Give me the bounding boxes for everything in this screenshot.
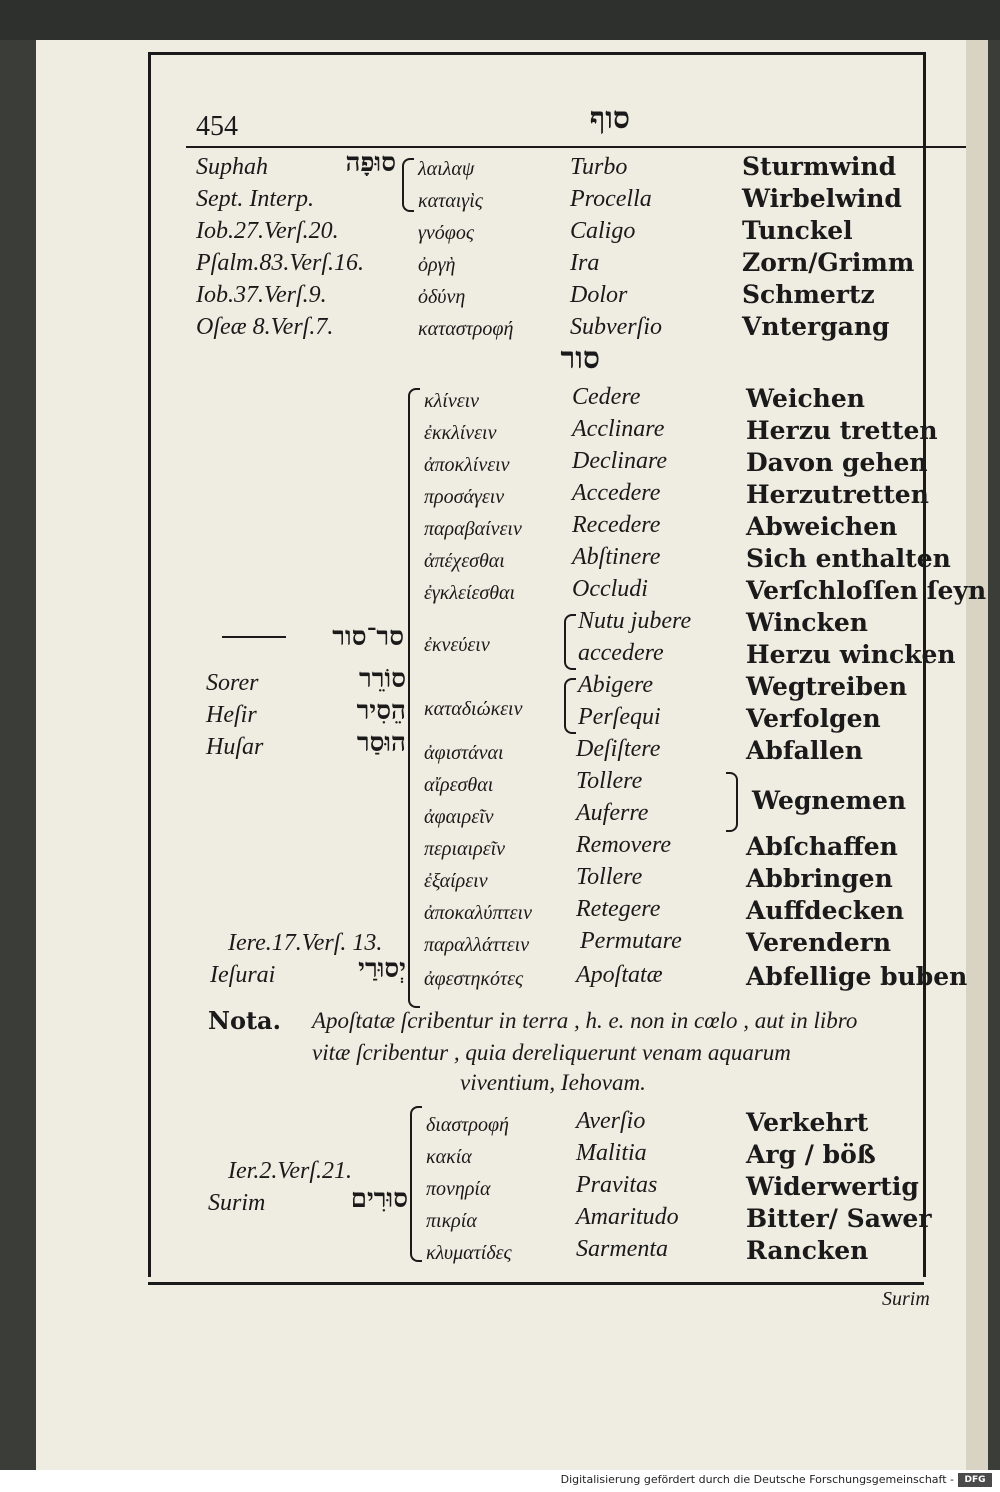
greek-word: κακία	[426, 1146, 472, 1168]
greek-word: πονηρία	[426, 1178, 491, 1200]
greek-word: παραβαίνειν	[424, 518, 522, 540]
greek-word: λαιλαψ	[418, 158, 475, 180]
section-heading-hebrew: סור	[560, 341, 600, 376]
german-word: Zorn/Grimm	[742, 248, 915, 277]
hebrew-suphah: סוּפָה	[345, 148, 396, 178]
dfg-logo: DFG	[958, 1473, 992, 1487]
nota-line-2: vitæ ſcribentur , quia dereliquerunt venam aquarum	[312, 1040, 791, 1065]
latin-word: Tollere	[576, 864, 643, 890]
greek-word: καταστροφή	[418, 318, 514, 340]
ref-osee: Oſeæ 8.Verſ.7.	[196, 314, 334, 340]
german-word: Sturmwind	[742, 152, 897, 181]
nota-line-1: Apoſtatæ ſcribentur in terra , h. e. non in cœlo , aut in libro	[312, 1008, 858, 1033]
german-word: Herzu wincken	[746, 640, 956, 669]
latin-word: Amaritudo	[576, 1204, 679, 1230]
greek-word: ἀποκαλύπτειν	[424, 902, 532, 924]
greek-word: προσάγειν	[424, 486, 505, 508]
german-word: Schmertz	[742, 280, 875, 309]
ref-suphah: Suphah	[196, 154, 268, 180]
footer-credit: Digitalisierung gefördert durch die Deutsche Forschungsgemeinschaft -	[560, 1473, 954, 1486]
latin-word: Accedere	[572, 480, 661, 506]
label-husar: Huſar	[206, 734, 264, 760]
greek-word: ἀφιστάναι	[424, 742, 504, 764]
greek-word: ἐκνεύειν	[424, 634, 490, 656]
latin-word: Apoſtatæ	[576, 962, 663, 988]
german-word: Wegnemen	[752, 786, 907, 815]
page-edge	[966, 40, 988, 1470]
latin-word: Abigere	[578, 672, 654, 698]
catchword: Surim	[882, 1288, 930, 1310]
latin-word: Perſequi	[578, 704, 661, 730]
latin-word: accedere	[578, 640, 664, 666]
greek-word: περιαιρεῖν	[424, 838, 506, 860]
hebrew-root: סר־סור	[332, 622, 404, 652]
label-sorer: Sorer	[206, 670, 259, 696]
latin-word: Abſtinere	[572, 544, 661, 570]
latin-word: Recedere	[572, 512, 661, 538]
dash-rule	[222, 636, 286, 638]
large-brace	[408, 388, 420, 1008]
german-word: Auffdecken	[746, 896, 905, 925]
latin-word: Subverſio	[570, 314, 662, 340]
greek-word: ἐγκλείεσθαι	[424, 582, 516, 604]
latin-word: Removere	[576, 832, 672, 858]
latin-word: Retegere	[576, 896, 661, 922]
german-word: Widerwertig	[746, 1172, 919, 1201]
ref-iob27: Iob.27.Verſ.20.	[196, 218, 339, 244]
brace	[564, 678, 576, 734]
german-word: Davon gehen	[746, 448, 928, 477]
german-word: Vntergang	[742, 312, 890, 341]
german-word: Verfolgen	[746, 704, 881, 733]
label-surim: Surim	[208, 1190, 266, 1216]
german-word: Abfellige buben	[746, 962, 968, 991]
greek-word: κλίνειν	[424, 390, 480, 412]
nota-label: Nota.	[208, 1006, 281, 1035]
right-brace	[726, 772, 738, 832]
german-word: Abbringen	[746, 864, 893, 893]
latin-word: Occludi	[572, 576, 648, 602]
hebrew-hesir: הֵסִיר	[356, 696, 406, 726]
page-number: 454	[196, 111, 238, 142]
latin-word: Declinare	[572, 448, 668, 474]
hebrew-sorer: סוֹרֵר	[359, 664, 406, 694]
german-word: Bitter/ Sawer	[746, 1204, 932, 1233]
latin-word: Pravitas	[576, 1172, 658, 1198]
latin-word: Nutu jubere	[578, 608, 692, 634]
german-word: Abfallen	[746, 736, 863, 765]
german-word: Weichen	[746, 384, 865, 413]
greek-word: καταιγὶς	[418, 190, 483, 212]
greek-word: κλυματίδες	[426, 1242, 512, 1264]
footer-bar	[0, 1470, 1000, 1492]
latin-word: Procella	[570, 186, 652, 212]
hebrew-husar: הוּסַר	[356, 728, 406, 758]
ref-sept: Sept. Interp.	[196, 186, 314, 212]
page-header-hebrew: סוף	[589, 101, 630, 136]
greek-word: ἐκκλίνειν	[424, 422, 497, 444]
german-word: Arg / böß	[746, 1140, 876, 1169]
german-word: Sich enthalten	[746, 544, 951, 573]
latin-word: Permutare	[580, 928, 682, 954]
brace	[410, 1106, 422, 1262]
german-word: Tunckel	[742, 216, 853, 245]
greek-word: διαστροφή	[426, 1114, 509, 1136]
ref-psalm83: Pſalm.83.Verſ.16.	[196, 250, 364, 276]
german-word: Rancken	[746, 1236, 869, 1265]
bottom-rule	[148, 1282, 924, 1285]
german-word: Verkehrt	[746, 1108, 869, 1137]
greek-word: ἀποκλίνειν	[424, 454, 510, 476]
hebrew-surim: סוּרִים	[350, 1184, 408, 1214]
latin-word: Auferre	[576, 800, 649, 826]
german-word: Herzu tretten	[746, 416, 938, 445]
nota-line-3: viventium, Iehovam.	[460, 1070, 646, 1095]
latin-word: Malitia	[576, 1140, 647, 1166]
greek-word: καταδιώκειν	[424, 698, 523, 720]
label-hesir: Heſir	[206, 702, 257, 728]
latin-word: Sarmenta	[576, 1236, 668, 1262]
scan-background-top	[0, 0, 1000, 40]
greek-word: γνόφος	[418, 222, 474, 244]
greek-word: ἐξαίρειν	[424, 870, 488, 892]
ref-ier2: Ier.2.Verſ.21.	[228, 1158, 352, 1184]
greek-word: αἴρεσθαι	[424, 774, 494, 796]
latin-word: Ira	[570, 250, 600, 276]
greek-word: ὀδύνη	[418, 286, 466, 308]
latin-word: Caligo	[570, 218, 636, 244]
latin-word: Deſiſtere	[576, 736, 661, 762]
german-word: Verſchloſſen ſeyn	[746, 576, 987, 605]
greek-word: ὀργὴ	[418, 254, 456, 276]
latin-word: Tollere	[576, 768, 643, 794]
greek-word: ἀφαιρεῖν	[424, 806, 494, 828]
german-word: Wincken	[746, 608, 868, 637]
greek-word: παραλλάττειν	[424, 934, 530, 956]
german-word: Verendern	[746, 928, 891, 957]
ref-iere17: Iere.17.Verſ. 13.	[228, 930, 383, 956]
ref-iob37: Iob.37.Verſ.9.	[196, 282, 327, 308]
german-word: Herzutretten	[746, 480, 929, 509]
brace	[564, 614, 576, 670]
latin-word: Cedere	[572, 384, 641, 410]
german-word: Abweichen	[746, 512, 898, 541]
greek-word: ἀπέχεσθαι	[424, 550, 505, 572]
hebrew-iesurai: יְסוּרַי	[358, 954, 406, 984]
label-iesurai: Ieſurai	[210, 962, 276, 988]
german-word: Wegtreiben	[746, 672, 908, 701]
latin-word: Averſio	[576, 1108, 646, 1134]
latin-word: Turbo	[570, 154, 628, 180]
german-word: Abſchaffen	[746, 832, 898, 861]
german-word: Wirbelwind	[742, 184, 902, 213]
latin-word: Acclinare	[572, 416, 665, 442]
latin-word: Dolor	[570, 282, 628, 308]
greek-word: πικρία	[426, 1210, 477, 1232]
brace	[402, 158, 414, 212]
greek-word: ἀφεστηκότες	[424, 968, 524, 990]
